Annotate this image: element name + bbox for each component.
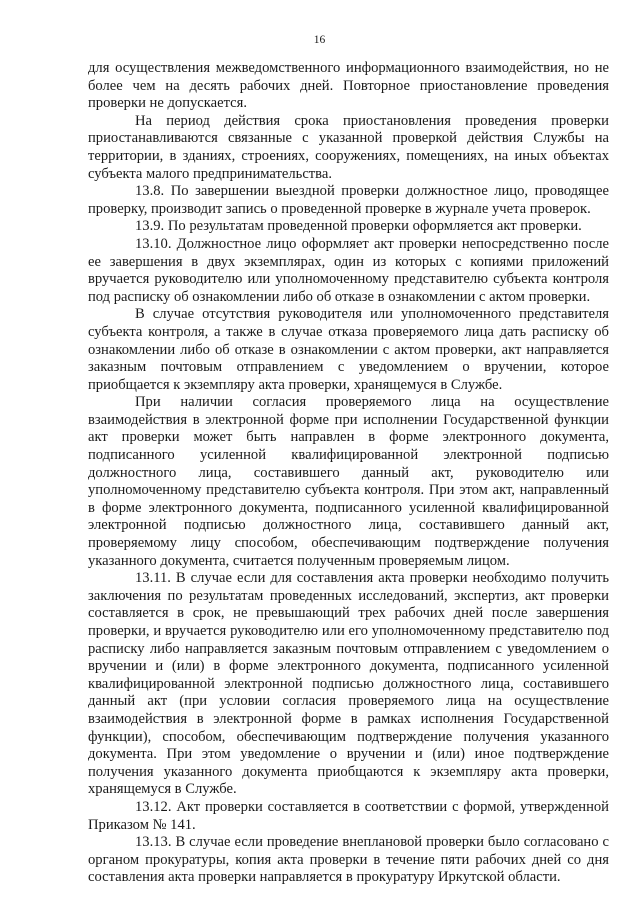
paragraph-13-12: 13.12. Акт проверки составляется в соответствии с формой, утвержденной Приказом № 141. <box>88 798 609 833</box>
paragraph-13-13: 13.13. В случае если проведение внеплановой проверки было согласовано с органом прокуратуры, копия акта проверки в течение пяти рабочих дней со дня составления акта проверки направляется в прокуратуру Иркутской области. <box>88 834 609 886</box>
paragraph-13-9: 13.9. По результатам проведенной проверки оформляется акт проверки. <box>135 218 582 235</box>
paragraph-13-11: 13.11. В случае если для составления акта проверки необходимо получить заключения по результатам проведенных исследований, экспертиз, акт проверки составляется в срок, не превышающий трех рабочих дней после завершения проверки, и вручается руководителю или его уполномоченному представителю под расписку либо направляется заказным почтовым отправлением с уведомлением о вручении и (или) в форме электронного документа, подписанного усиленной квалифицированной электронной подписью должностного лица, составившего данный акт (при условии согласия проверяемого лица на осуществление взаимодействия в электронной форме в рамках исполнения Государственной функции), способом, обеспечивающим подтверждение получения указанного документа. При этом уведомление о вручении и (или) иное подтверждение получения указанного документа приобщаются к экземпляру акта проверки, хранящемуся в Службе. <box>88 570 609 798</box>
paragraph-13-8: 13.8. По завершении выездной проверки должностное лицо, проводящее проверку, производит запись о проведенной проверке в журнале учета проверок. <box>88 183 609 217</box>
paragraph-absence-of-head: В случае отсутствия руководителя или уполномоченного представителя субъекта контроля, а также в случае отказа проверяемого лица дать расписку об ознакомлении либо об отказе в ознакомлении с актом проверки, акт направляется заказным почтовым отправлением с уведомлением о вручении, которое приобщается к экземпляру акта проверки, хранящемуся в Службе. <box>88 306 609 393</box>
paragraph-13-10: 13.10. Должностное лицо оформляет акт проверки непосредственно после ее завершения в двух экземплярах, один из которых с копиями приложений вручается руководителю или уполномоченному представителю субъекта контроля под расписку об ознакомлении либо об отказе в ознакомлении с актом проверки. <box>88 235 609 305</box>
paragraph-electronic-consent: При наличии согласия проверяемого лица на осуществление взаимодействия в электронной форме при исполнении Государственной функции акт проверки может быть направлен в форме электронного документа, подписанного усиленной квалифицированной электронной подписью должностного лица, составившего данный акт, руководителю или уполномоченному представителю субъекта контроля. При этом акт, направленный в форме электронного документа, подписанного усиленной квалифицированной электронной подписью должностного лица, составившего данный акт, проверяемому лицу способом, обеспечивающим подтверждение получения указанного документа, считается полученным проверяемым лицом. <box>88 394 609 569</box>
page-number: 16 <box>313 34 326 46</box>
paragraph-continuation: для осуществления межведомственного информационного взаимодействия, но не более чем на десять рабочих дней. Повторное приостановление проведения проверки не допускается. <box>88 60 609 112</box>
paragraph-suspension-period: На период действия срока приостановления проведения проверки приостанавливаются связанные с указанной проверкой действия Службы на территории, в зданиях, строениях, сооружениях, помещениях, на иных объектах субъекта малого предпринимательства. <box>88 112 609 182</box>
document-body <box>88 60 609 887</box>
